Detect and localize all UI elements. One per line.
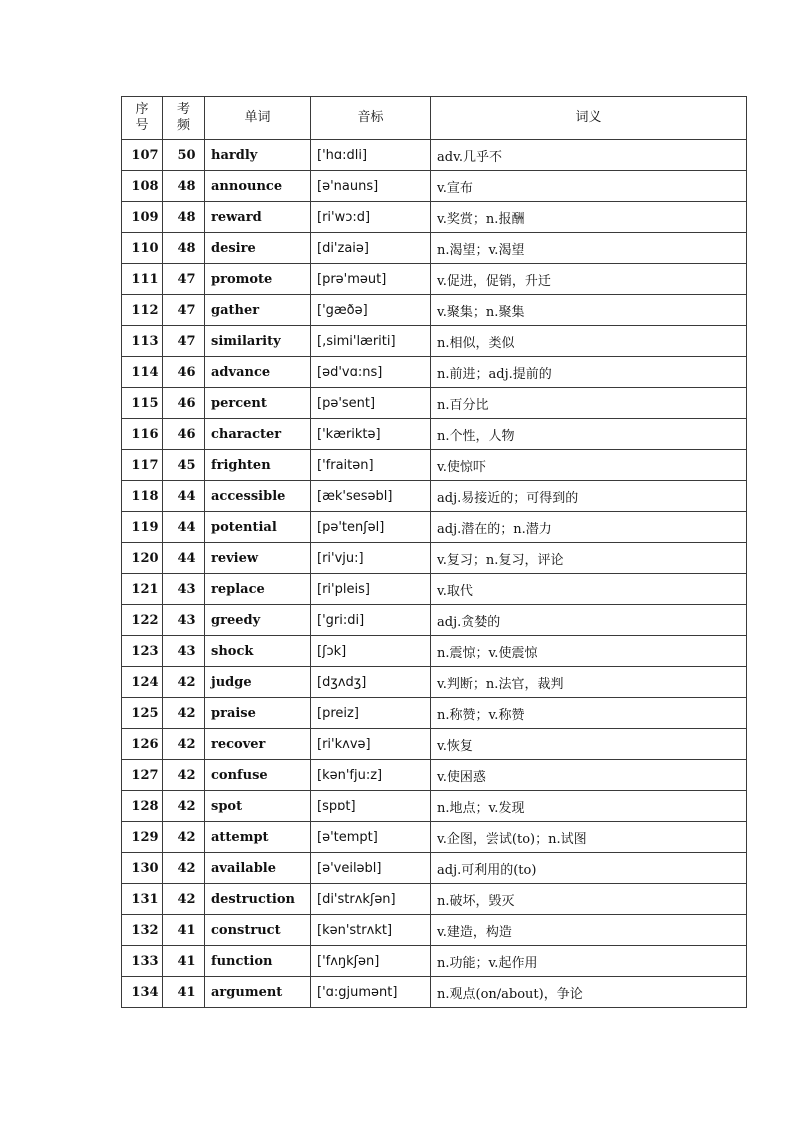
row-word: argument [205,977,311,1008]
row-number: 109 [122,202,163,233]
row-phonetic: [ə'nauns] [311,171,431,202]
row-number: 119 [122,512,163,543]
table-row [122,915,747,946]
row-meaning: n.观点(on/about)，争论 [431,977,747,1008]
row-frequency: 42 [163,698,205,729]
row-number: 122 [122,605,163,636]
row-word: desire [205,233,311,264]
row-frequency: 42 [163,729,205,760]
row-frequency: 43 [163,605,205,636]
table-row [122,760,747,791]
row-phonetic: [ri'vju:] [311,543,431,574]
row-phonetic: ['fraitən] [311,450,431,481]
table-row [122,822,747,853]
row-phonetic: [spɒt] [311,791,431,822]
row-word: promote [205,264,311,295]
table-row [122,698,747,729]
table-row [122,202,747,233]
row-meaning: adj.易接近的；可得到的 [431,481,747,512]
row-frequency: 41 [163,946,205,977]
row-number: 133 [122,946,163,977]
row-frequency: 41 [163,915,205,946]
row-phonetic: [pə'tenʃəl] [311,512,431,543]
row-phonetic: [æk'sesəbl] [311,481,431,512]
row-frequency: 47 [163,326,205,357]
row-meaning: n.功能；v.起作用 [431,946,747,977]
header-number [122,97,163,140]
row-number: 116 [122,419,163,450]
row-number: 115 [122,388,163,419]
table-row [122,574,747,605]
row-number: 124 [122,667,163,698]
row-number: 110 [122,233,163,264]
row-phonetic: [ə'tempt] [311,822,431,853]
row-meaning: adv.几乎不 [431,140,747,171]
row-meaning: adj.贪婪的 [431,605,747,636]
row-word: greedy [205,605,311,636]
row-phonetic: ['kæriktə] [311,419,431,450]
row-number: 127 [122,760,163,791]
row-word: character [205,419,311,450]
row-number: 123 [122,636,163,667]
row-number: 130 [122,853,163,884]
row-word: frighten [205,450,311,481]
row-frequency: 46 [163,357,205,388]
row-phonetic: [prə'məut] [311,264,431,295]
header-frequency-line2: 频 [176,118,190,133]
row-phonetic: [əd'vɑ:ns] [311,357,431,388]
row-phonetic: ['ɑ:gjumənt] [311,977,431,1008]
table-header-row [122,97,747,140]
row-meaning: v.使惊吓 [431,450,747,481]
row-frequency: 42 [163,853,205,884]
row-phonetic: ['gæðə] [311,295,431,326]
row-phonetic: ['fʌŋkʃən] [311,946,431,977]
row-meaning: n.个性，人物 [431,419,747,450]
row-meaning: n.破坏，毁灭 [431,884,747,915]
row-frequency: 46 [163,419,205,450]
row-phonetic: [preiz] [311,698,431,729]
row-phonetic: [pə'sent] [311,388,431,419]
row-meaning: v.判断；n.法官，裁判 [431,667,747,698]
table-row [122,791,747,822]
row-number: 108 [122,171,163,202]
row-number: 117 [122,450,163,481]
row-number: 132 [122,915,163,946]
row-number: 107 [122,140,163,171]
row-frequency: 50 [163,140,205,171]
row-word: replace [205,574,311,605]
row-phonetic: ['gri:di] [311,605,431,636]
table-row [122,264,747,295]
row-word: hardly [205,140,311,171]
row-phonetic: [ri'pleis] [311,574,431,605]
row-frequency: 47 [163,264,205,295]
row-frequency: 43 [163,574,205,605]
row-meaning: v.促进，促销，升迁 [431,264,747,295]
row-frequency: 41 [163,977,205,1008]
row-meaning: v.建造，构造 [431,915,747,946]
row-word: similarity [205,326,311,357]
row-word: function [205,946,311,977]
row-meaning: adj.可利用的(to) [431,853,747,884]
header-frequency [163,97,205,140]
row-meaning: v.使困惑 [431,760,747,791]
row-word: review [205,543,311,574]
row-phonetic: ['hɑ:dli] [311,140,431,171]
row-frequency: 42 [163,791,205,822]
table-row [122,450,747,481]
header-number-line1: 序 [135,102,149,117]
row-word: gather [205,295,311,326]
vocabulary-table [121,96,747,1008]
row-number: 114 [122,357,163,388]
row-word: percent [205,388,311,419]
table-row [122,326,747,357]
row-phonetic: [dʒʌdʒ] [311,667,431,698]
row-frequency: 44 [163,543,205,574]
table-row [122,481,747,512]
row-phonetic: [,simi'læriti] [311,326,431,357]
row-meaning: v.宣布 [431,171,747,202]
row-frequency: 48 [163,233,205,264]
row-word: available [205,853,311,884]
row-frequency: 42 [163,667,205,698]
table-row [122,729,747,760]
row-frequency: 42 [163,760,205,791]
row-number: 128 [122,791,163,822]
row-meaning: n.震惊；v.使震惊 [431,636,747,667]
row-frequency: 43 [163,636,205,667]
row-meaning: v.聚集；n.聚集 [431,295,747,326]
row-word: accessible [205,481,311,512]
row-meaning: v.企图，尝试(to)；n.试图 [431,822,747,853]
row-phonetic: [kən'strʌkt] [311,915,431,946]
row-word: spot [205,791,311,822]
table-row [122,636,747,667]
row-frequency: 42 [163,884,205,915]
row-phonetic: [ə'veiləbl] [311,853,431,884]
row-phonetic: [ri'wɔ:d] [311,202,431,233]
table-row [122,419,747,450]
table-row [122,853,747,884]
row-frequency: 48 [163,202,205,233]
row-word: praise [205,698,311,729]
header-frequency-line1: 考 [176,102,190,117]
row-frequency: 47 [163,295,205,326]
table-row [122,233,747,264]
table-row [122,171,747,202]
row-number: 121 [122,574,163,605]
row-frequency: 46 [163,388,205,419]
table-row [122,884,747,915]
table-row [122,977,747,1008]
row-number: 113 [122,326,163,357]
table-row [122,605,747,636]
header-phonetic: 音标 [311,97,431,140]
row-number: 112 [122,295,163,326]
row-word: reward [205,202,311,233]
row-word: potential [205,512,311,543]
row-phonetic: [di'strʌkʃən] [311,884,431,915]
table-row [122,295,747,326]
row-frequency: 44 [163,481,205,512]
row-number: 134 [122,977,163,1008]
row-meaning: n.渴望；v.渴望 [431,233,747,264]
row-number: 120 [122,543,163,574]
row-meaning: n.地点；v.发现 [431,791,747,822]
table-row [122,140,747,171]
row-number: 118 [122,481,163,512]
row-meaning: v.奖赏；n.报酬 [431,202,747,233]
table-row [122,667,747,698]
row-word: attempt [205,822,311,853]
row-meaning: adj.潜在的；n.潜力 [431,512,747,543]
row-word: recover [205,729,311,760]
row-word: advance [205,357,311,388]
row-number: 126 [122,729,163,760]
row-meaning: n.百分比 [431,388,747,419]
row-number: 129 [122,822,163,853]
row-number: 131 [122,884,163,915]
table-row [122,357,747,388]
row-phonetic: [di'zaiə] [311,233,431,264]
row-meaning: n.前进；adj.提前的 [431,357,747,388]
row-frequency: 42 [163,822,205,853]
table-row [122,388,747,419]
row-phonetic: [ri'kʌvə] [311,729,431,760]
table-row [122,946,747,977]
row-number: 125 [122,698,163,729]
row-frequency: 45 [163,450,205,481]
row-number: 111 [122,264,163,295]
row-meaning: v.取代 [431,574,747,605]
row-word: confuse [205,760,311,791]
table-row [122,543,747,574]
row-word: shock [205,636,311,667]
row-word: construct [205,915,311,946]
row-meaning: v.恢复 [431,729,747,760]
table-body [122,140,747,1008]
row-meaning: n.相似，类似 [431,326,747,357]
row-meaning: n.称赞；v.称赞 [431,698,747,729]
row-frequency: 44 [163,512,205,543]
row-meaning: v.复习；n.复习，评论 [431,543,747,574]
header-word: 单词 [205,97,311,140]
row-phonetic: [ʃɔk] [311,636,431,667]
row-frequency: 48 [163,171,205,202]
row-word: announce [205,171,311,202]
table-row [122,512,747,543]
row-word: judge [205,667,311,698]
header-number-line2: 号 [135,118,149,133]
row-word: destruction [205,884,311,915]
row-phonetic: [kən'fju:z] [311,760,431,791]
header-meaning: 词义 [431,97,747,140]
